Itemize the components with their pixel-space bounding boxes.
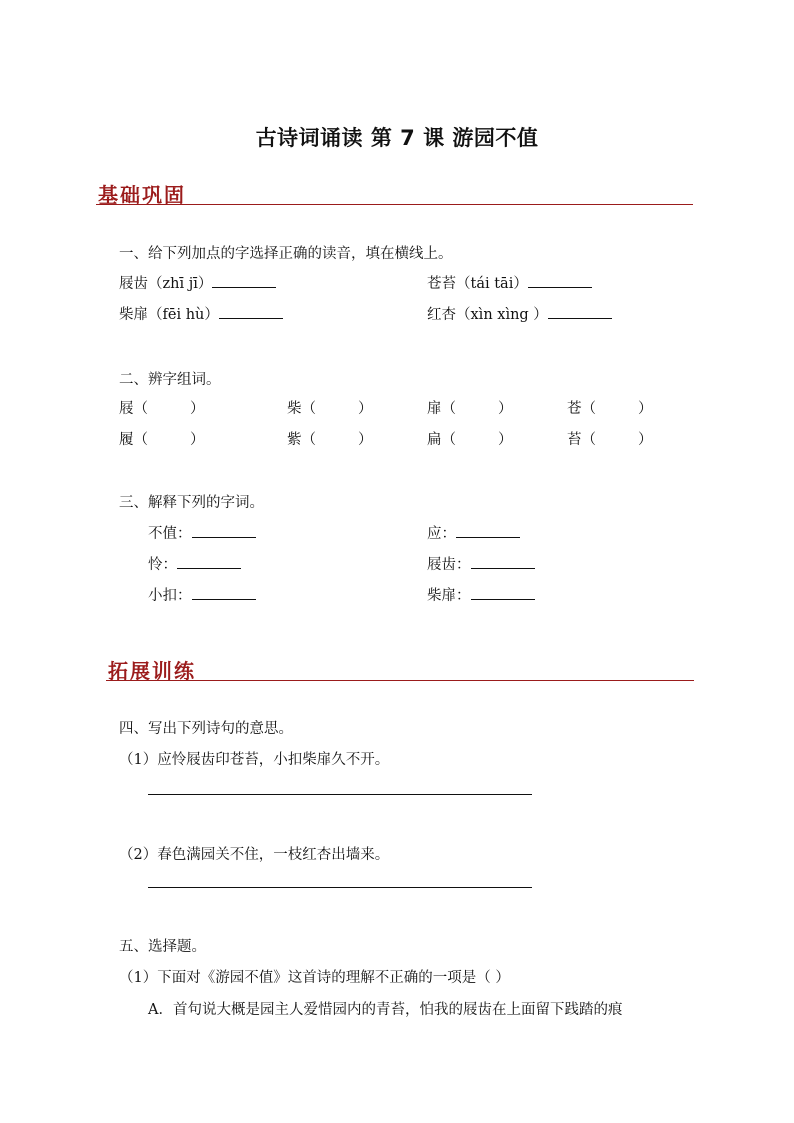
q1-item-jichi bbox=[119, 272, 276, 293]
q5-option-a[interactable]: A．首句说大概是园主人爱惜园内的青苔，怕我的屐齿在上面留下践踏的痕 bbox=[148, 1002, 623, 1018]
q4-item-2: （2）春色满园关不住，一枝红杏出墙来。 bbox=[119, 847, 390, 863]
page-title: 古诗词诵读 第 7 课 游园不值 bbox=[255, 126, 539, 150]
q1-item-text: 屐齿（zhī jī） bbox=[119, 276, 213, 292]
q2-char: 苔（ bbox=[567, 432, 596, 448]
q3-item-xiaokou bbox=[148, 584, 256, 605]
answer-blank[interactable] bbox=[456, 523, 520, 538]
q2-item-ji bbox=[119, 397, 205, 418]
q1-item-cangtai bbox=[427, 272, 592, 293]
answer-blank[interactable] bbox=[212, 273, 276, 288]
q3-term: 应： bbox=[427, 526, 456, 542]
q4-item-1: （1）应怜屐齿印苍苔，小扣柴扉久不开。 bbox=[119, 752, 390, 768]
q3-item-chaifei bbox=[427, 584, 535, 605]
section-heading-basics: 基础巩固 bbox=[98, 183, 186, 207]
q2-item-fei bbox=[427, 397, 513, 418]
section-heading-extension: 拓展训练 bbox=[108, 659, 196, 683]
paren-close: ） bbox=[638, 432, 653, 448]
q2-char: 屐（ bbox=[119, 401, 148, 417]
q2-char: 履（ bbox=[119, 432, 148, 448]
q5-item-1: （1）下面对《游园不值》这首诗的理解不正确的一项是（ ） bbox=[119, 970, 510, 986]
paren-close: ） bbox=[498, 432, 513, 448]
answer-line[interactable] bbox=[148, 794, 532, 795]
question-5-prompt: 五、选择题。 bbox=[119, 939, 206, 955]
section-rule-basics bbox=[96, 204, 693, 205]
question-3-prompt: 三、解释下列的字词。 bbox=[119, 495, 264, 511]
answer-blank[interactable] bbox=[471, 554, 535, 569]
q1-item-text: 苍苔（tái tāi） bbox=[427, 276, 528, 292]
q2-item-tai bbox=[567, 428, 653, 449]
q1-item-text: 柴扉（fēi hù） bbox=[119, 307, 219, 323]
question-4-prompt: 四、写出下列诗句的意思。 bbox=[119, 721, 293, 737]
q3-item-ying bbox=[427, 522, 520, 543]
q2-item-cang bbox=[567, 397, 653, 418]
answer-blank[interactable] bbox=[528, 273, 592, 288]
q3-term: 不值： bbox=[148, 526, 192, 542]
q2-item-chai bbox=[287, 397, 373, 418]
answer-blank[interactable] bbox=[192, 523, 256, 538]
q2-char: 紫（ bbox=[287, 432, 316, 448]
q3-term: 屐齿： bbox=[427, 557, 471, 573]
q3-term: 怜： bbox=[148, 557, 177, 573]
question-2-prompt: 二、辨字组词。 bbox=[119, 372, 221, 388]
q1-item-text: 红杏（xìn xìng ） bbox=[427, 307, 548, 323]
q2-item-zi bbox=[287, 428, 373, 449]
q3-term: 柴扉： bbox=[427, 588, 471, 604]
q2-item-bian bbox=[427, 428, 513, 449]
question-1-prompt: 一、给下列加点的字选择正确的读音，填在横线上。 bbox=[119, 246, 453, 262]
q3-term: 小扣： bbox=[148, 588, 192, 604]
q2-item-lv bbox=[119, 428, 205, 449]
q1-item-chaifei bbox=[119, 303, 283, 324]
q1-item-hongxing bbox=[427, 303, 612, 324]
paren-close: ） bbox=[358, 401, 373, 417]
answer-blank[interactable] bbox=[219, 304, 283, 319]
paren-close: ） bbox=[638, 401, 653, 417]
section-rule-extension bbox=[106, 680, 694, 681]
q2-char: 柴（ bbox=[287, 401, 316, 417]
paren-close: ） bbox=[190, 401, 205, 417]
q3-item-buzhi bbox=[148, 522, 256, 543]
answer-line[interactable] bbox=[148, 887, 532, 888]
q2-char: 苍（ bbox=[567, 401, 596, 417]
paren-close: ） bbox=[358, 432, 373, 448]
q3-item-lian bbox=[148, 553, 241, 574]
q3-item-jichi bbox=[427, 553, 535, 574]
q2-char: 扁（ bbox=[427, 432, 456, 448]
paren-close: ） bbox=[190, 432, 205, 448]
answer-blank[interactable] bbox=[192, 585, 256, 600]
answer-blank[interactable] bbox=[471, 585, 535, 600]
answer-blank[interactable] bbox=[548, 304, 612, 319]
paren-close: ） bbox=[498, 401, 513, 417]
q2-char: 扉（ bbox=[427, 401, 456, 417]
answer-blank[interactable] bbox=[177, 554, 241, 569]
